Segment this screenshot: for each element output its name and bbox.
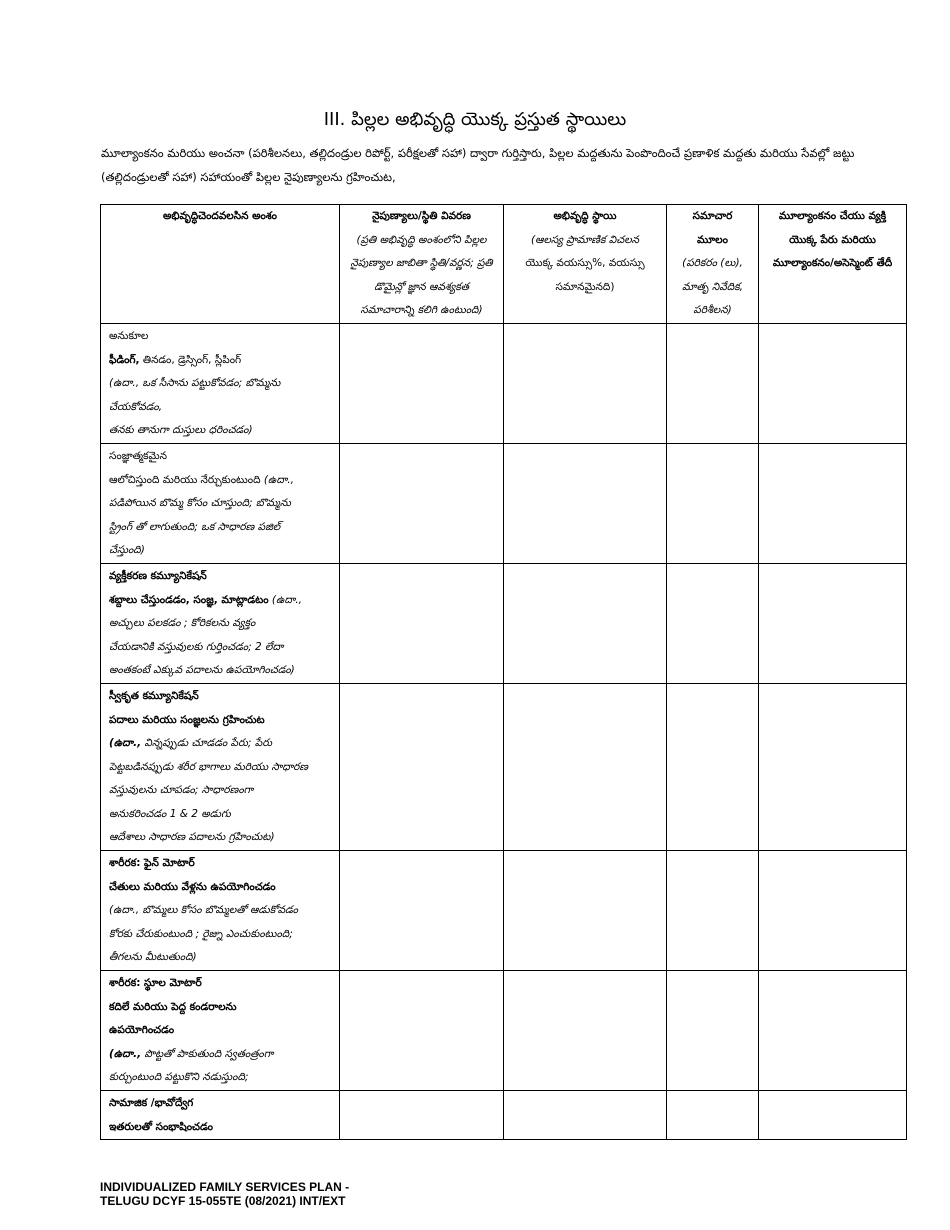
domain-line: (ఉదా., బొమ్మలు కోసం బొమ్మలతో ఆడుకోవడం — [109, 904, 298, 917]
level-input-cell[interactable] — [504, 851, 667, 971]
domain-line: తనకు తానుగా దుస్తులు ధరించడం) — [109, 424, 253, 437]
domain-line — [109, 732, 339, 756]
domain-line: శారీరక: స్థూల మోటార్ — [109, 977, 202, 990]
table-row — [101, 563, 907, 683]
domain-cell-adaptive — [101, 323, 340, 443]
domain-line: అనుకరించడం 1 & 2 అడుగు — [109, 807, 231, 820]
header-line: మూల్యాంకనం/అసెస్మెంట్ తేదీ — [772, 257, 893, 270]
level-input-cell[interactable] — [504, 443, 667, 563]
evaluator-input-cell[interactable] — [759, 443, 907, 563]
domain-example: పొట్టతో పాకుతుంది స్వతంత్రంగా — [141, 1047, 274, 1060]
header-line: (పరికరం (లు), — [682, 257, 743, 270]
domain-cell-receptive-communication — [101, 683, 340, 850]
evaluator-input-cell[interactable] — [759, 1091, 907, 1140]
source-input-cell[interactable] — [667, 1091, 759, 1140]
evaluator-input-cell[interactable] — [759, 563, 907, 683]
level-input-cell[interactable] — [504, 323, 667, 443]
header-line: (ప్రతి అభివృద్ధి అంశంలోని పిల్లల — [356, 233, 487, 246]
level-input-cell[interactable] — [504, 971, 667, 1091]
header-line: మూల్యాంకనం చేయు వ్యక్తి — [778, 210, 887, 222]
skills-input-cell[interactable] — [340, 851, 504, 971]
source-input-cell[interactable] — [667, 563, 759, 683]
domain-bold: (ఉదా., — [109, 737, 142, 750]
domain-cell-social-emotional — [101, 1091, 340, 1140]
domain-line: వ్యక్తీకరణ కమ్యూనికేషన్ — [109, 569, 207, 582]
domain-line: చేయడానికి వస్తువులకు గుర్తించడం; 2 లేదా — [109, 640, 284, 653]
domain-line — [109, 1043, 339, 1067]
domain-text: ఆలోచిస్తుంది మరియు నేర్చుకుంటుంది — [109, 473, 261, 486]
evaluator-input-cell[interactable] — [759, 971, 907, 1091]
header-line: (ఆలస్య ప్రామాణిక విచలన — [530, 233, 640, 246]
domain-line: వస్తువులను చూపడం; సాధారణంగా — [109, 784, 254, 797]
header-line: నైపుణ్యాల జాబితా స్థితి/వర్ణన; ప్రతి — [350, 257, 493, 270]
table-row — [101, 323, 907, 443]
domain-line: చేస్తుంది) — [109, 544, 145, 557]
header-line: డొమైన్లో జ్ఞాన ఆవశ్యకత — [374, 280, 469, 293]
domain-cell-fine-motor — [101, 851, 340, 971]
domain-line: తీగలను మీటుతుంది) — [109, 951, 197, 964]
domain-line: సంజ్ఞాత్మకమైన — [109, 449, 168, 462]
header-evaluator-name-date — [759, 205, 907, 324]
skills-input-cell[interactable] — [340, 1091, 504, 1140]
header-line: సమాచార — [692, 210, 733, 222]
domain-cell-cognitive — [101, 443, 340, 563]
evaluator-input-cell[interactable] — [759, 851, 907, 971]
domain-line: పడిపోయిన బొమ్మ కోసం చూస్తుంది; బొమ్మను — [109, 497, 291, 510]
domain-line: పదాలు మరియు సంజ్ఞలను గ్రహించుట — [109, 713, 265, 726]
skills-input-cell[interactable] — [340, 563, 504, 683]
header-information-source — [667, 205, 759, 324]
footer-line-2: TELUGU DCYF 15-055TE (08/2021) INT/EXT — [100, 1194, 346, 1208]
domain-example: (ఉదా., — [260, 473, 294, 486]
domain-line: అచ్చులు పలకడం ; కోరికలను వ్యక్తం — [109, 617, 256, 630]
domain-line: పెట్టబడినప్పుడు శరీర భాగాలు మరియు సాధారణ — [109, 760, 309, 773]
domain-bold: ఫీడింగ్, — [109, 353, 140, 366]
header-line: మాతృ నివేదిక, — [681, 280, 744, 293]
table-row — [101, 851, 907, 971]
domain-cell-expressive-communication — [101, 563, 340, 683]
source-input-cell[interactable] — [667, 683, 759, 850]
domain-line — [109, 469, 339, 493]
header-line: యొక్క వయస్సు%, వయస్సు — [525, 257, 645, 270]
table-row — [101, 443, 907, 563]
table-header-row — [101, 205, 907, 324]
source-input-cell[interactable] — [667, 851, 759, 971]
header-development-area — [101, 205, 340, 324]
header-line: యొక్క పేరు మరియు — [789, 233, 876, 246]
source-input-cell[interactable] — [667, 971, 759, 1091]
domain-bold: శబ్దాలు చేస్తుండడం, సంజ్ఞ, మాట్లాడటం — [109, 593, 269, 606]
skills-input-cell[interactable] — [340, 323, 504, 443]
header-line: పరిశీలన) — [693, 304, 732, 317]
domain-line: అంతకంటే ఎక్కువ పదాలను ఉపయోగించడం) — [109, 664, 295, 677]
domain-line: చేతులు మరియు వేళ్లను ఉపయోగించడం — [109, 880, 276, 893]
footer-line-1: INDIVIDUALIZED FAMILY SERVICES PLAN - — [100, 1180, 350, 1194]
domain-line: స్వీకృత కమ్యూనికేషన్ — [109, 689, 199, 702]
domain-line: కదిలే మరియు పెద్ద కండరాలను — [109, 1000, 237, 1013]
domain-line: శారీరక: ఫైన్ మోటార్ — [109, 857, 195, 870]
evaluator-input-cell[interactable] — [759, 323, 907, 443]
domain-line: అనుకూల — [109, 329, 149, 342]
domain-line: ఇతరులతో సంభాషించడం — [109, 1120, 213, 1133]
domain-text: తినడం, డ్రెస్సింగ్, స్లీపింగ్ — [139, 353, 242, 366]
header-skills-description — [340, 205, 504, 324]
domain-line — [109, 589, 339, 613]
domain-line: ఆదేశాలు సాధారణ పదాలను గ్రహించుట) — [109, 831, 275, 844]
table-row — [101, 683, 907, 850]
header-line: సమానమైనది) — [555, 280, 615, 293]
page-title: III. పిల్లల అభివృద్ధి యొక్క ప్రస్తుత స్థాయిలు — [323, 109, 627, 130]
source-input-cell[interactable] — [667, 443, 759, 563]
domain-line: ఉపయోగించడం — [109, 1024, 175, 1037]
table-row — [101, 1091, 907, 1140]
domain-example: విన్నప్పుడు చూడడం పేరు; పేరు — [141, 737, 273, 750]
domain-line: (ఉదా., ఒక సీసాను పట్టుకోవడం; బొమ్మను — [109, 377, 281, 390]
skills-input-cell[interactable] — [340, 443, 504, 563]
domain-line: సామాజిక /భావోద్వేగ — [109, 1097, 194, 1109]
domain-cell-gross-motor — [101, 971, 340, 1091]
domain-line — [109, 349, 339, 373]
level-input-cell[interactable] — [504, 683, 667, 850]
source-input-cell[interactable] — [667, 323, 759, 443]
form-footer — [100, 1180, 349, 1208]
level-input-cell[interactable] — [504, 563, 667, 683]
header-line: మూలం — [697, 233, 728, 246]
domain-line: స్ట్రింగ్ తో లాగుతుంది; ఒక సాధారణ పజిల్ — [109, 520, 281, 533]
domain-line: చేయకోవడం, — [109, 400, 163, 413]
skills-input-cell[interactable] — [340, 683, 504, 850]
skills-input-cell[interactable] — [340, 971, 504, 1091]
domain-line: కోరకు చేరుకుంటుంది ; రైజ్ను ఎంచుకుంటుంది; — [109, 927, 293, 940]
header-line: అభివృద్ధిచెందవలసిన అంశం — [163, 210, 277, 222]
domain-bold: (ఉదా., — [109, 1047, 142, 1060]
header-line: అభివృద్ధి స్థాయి — [553, 210, 617, 222]
domain-example: (ఉదా., — [268, 593, 303, 606]
header-line: సమాచారాన్ని కలిగి ఉంటుంది) — [360, 304, 483, 317]
header-development-level — [504, 205, 667, 324]
header-line: నైపుణ్యాలు/స్థితి వివరణ — [372, 210, 471, 222]
intro-paragraph: మూల్యాంకనం మరియు అంచనా (పరిశీలనలు, తల్లిదండ్రుల రిపోర్ట్, పరీక్షలతో సహా) ద్వారా గుర్తిస్తారు, పిల్లల మద్దతును పెంపొందించే ప్రణాళిక మద్దతు మరియు సేవల్లో జట్టు (తల్లిదండ్రులతో సహా) సహాయంతో పిల్లల నైపుణ్యాలను గ్రహించుట, — [101, 146, 855, 184]
level-input-cell[interactable] — [504, 1091, 667, 1140]
evaluator-input-cell[interactable] — [759, 683, 907, 850]
domain-line: కుర్చుంటుంది పట్టుకొని నడుస్తుంది; — [109, 1071, 249, 1084]
development-assessment-table — [100, 204, 907, 1140]
table-row — [101, 971, 907, 1091]
